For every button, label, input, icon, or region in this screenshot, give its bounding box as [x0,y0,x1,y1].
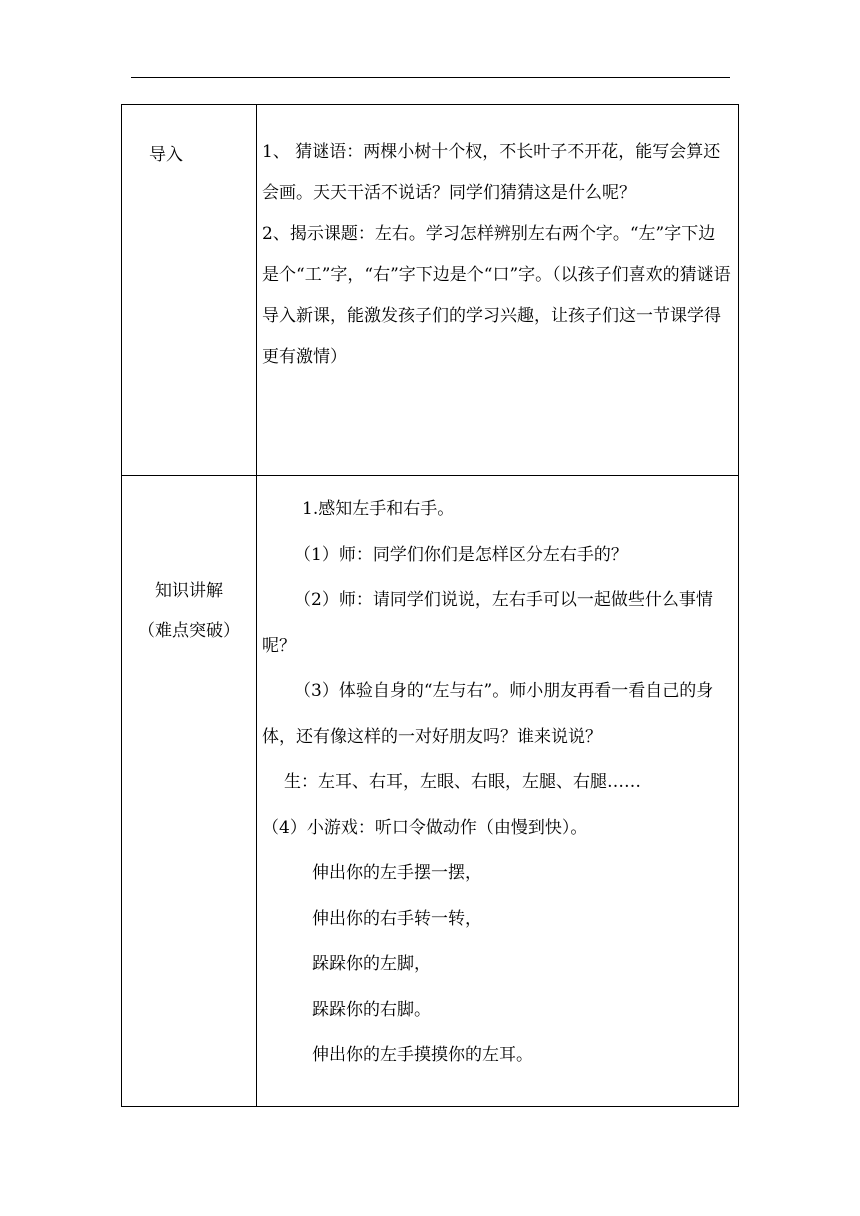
lesson-plan-table [121,104,739,1107]
knowledge-line: （1）师：同学们你们是怎样区分左右手的？ [294,544,628,565]
knowledge-line: 生：左耳、右耳，左眼、右眼，左腿、右腿…… [284,772,641,792]
intro-paragraph-2: 2、揭示课题：左右。学习怎样辨别左右两个字。“左”字下边是个“工”字，“右”字下边是个“口”字。（以孩子们喜欢的猜谜语导入新课，能激发孩子们的学习兴趣，让孩子们这一节课学得更有激情） [262,224,731,367]
intro-paragraph-1: 1、 猜谜语：两棵小树十个杈，不长叶子不开花，能写会算还会画。天天干活不说话？同学们猜猜这是什么呢？ [262,142,721,203]
intro-label-cell [122,105,257,476]
knowledge-line: 伸出你的左手摆一摆， [312,863,482,883]
header-rule [131,77,730,78]
intro-label: 导入 [149,145,183,165]
knowledge-line: 跺跺你的右脚。 [312,999,431,1020]
knowledge-label-cell [122,476,257,1107]
knowledge-line: 伸出你的右手转一转， [312,908,482,929]
knowledge-line: 1.感知左手和右手。 [302,499,455,519]
knowledge-label-line2: （难点突破） [138,621,240,641]
knowledge-content-cell [257,476,739,1107]
knowledge-line: 跺跺你的左脚， [312,954,431,974]
intro-content-cell [257,105,739,476]
knowledge-line: （2）师：请同学们说说，左右手可以一起做些什么事情呢？ [262,590,713,656]
knowledge-line: （3）体验自身的“左与右”。师小朋友再看一看自己的身体，还有像这样的一对好朋友吗？谁来说说？ [262,681,714,747]
table-row-intro [122,105,739,476]
table-row-knowledge [122,476,739,1107]
knowledge-line: 伸出你的左手摸摸你的左耳。 [312,1045,533,1065]
knowledge-label-line1: 知识讲解 [155,581,223,601]
knowledge-line: （4）小游戏：听口令做动作（由慢到快）。 [262,817,588,838]
